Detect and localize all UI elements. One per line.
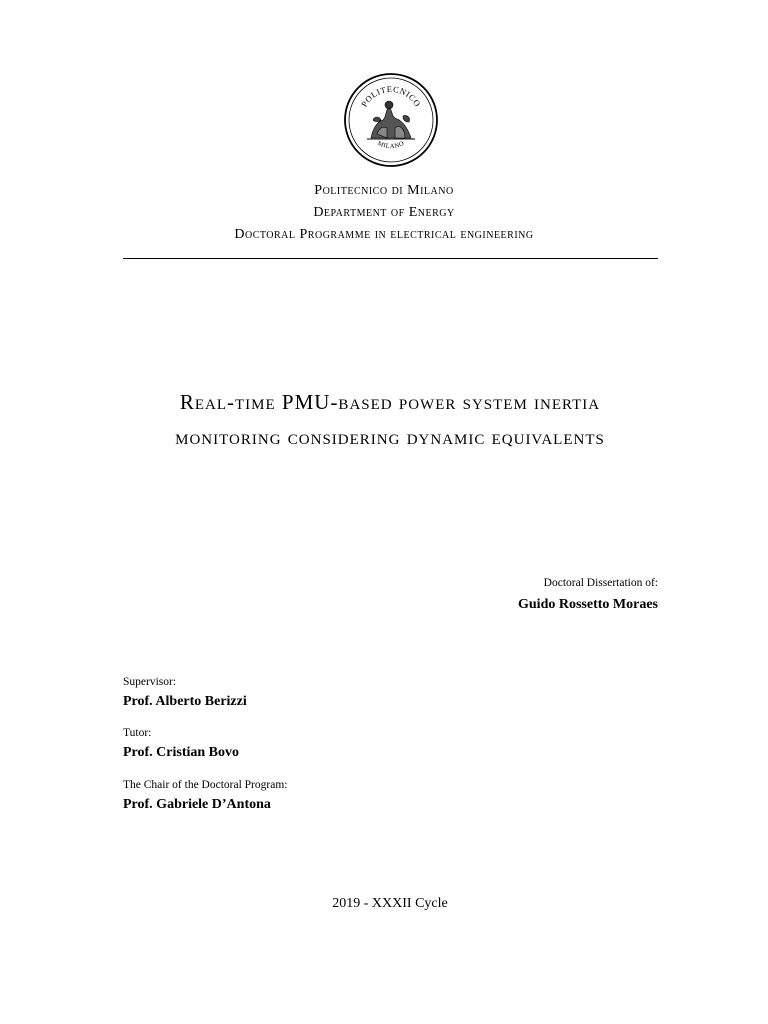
thesis-title-line-1: Real-time PMU-based power system inertia [179, 390, 601, 414]
author-name: Guido Rossetto Moraes [518, 597, 658, 612]
header-divider [123, 258, 658, 259]
programme-name: Doctoral Programme in electrical engineering [234, 227, 534, 242]
chair-label: The Chair of the Doctoral Program: [123, 779, 288, 791]
tutor-name: Prof. Cristian Bovo [123, 745, 240, 760]
thesis-title-line-2: monitoring considering dynamic equivalents [175, 425, 605, 449]
svg-text:MILANO: MILANO [376, 139, 406, 151]
university-name: Politecnico di Milano [314, 183, 454, 198]
dissertation-label: Doctoral Dissertation of: [543, 577, 658, 589]
chair-name: Prof. Gabriele D’Antona [123, 797, 271, 812]
supervisor-name: Prof. Alberto Berizzi [123, 694, 247, 709]
svg-text:POLITECNICO: POLITECNICO [358, 83, 424, 109]
supervisor-label: Supervisor: [123, 676, 177, 688]
department-name: Department of Energy [313, 205, 455, 220]
politecnico-seal-icon [343, 72, 439, 168]
cycle-year: 2019 - XXXII Cycle [332, 896, 448, 911]
tutor-label: Tutor: [123, 727, 152, 739]
